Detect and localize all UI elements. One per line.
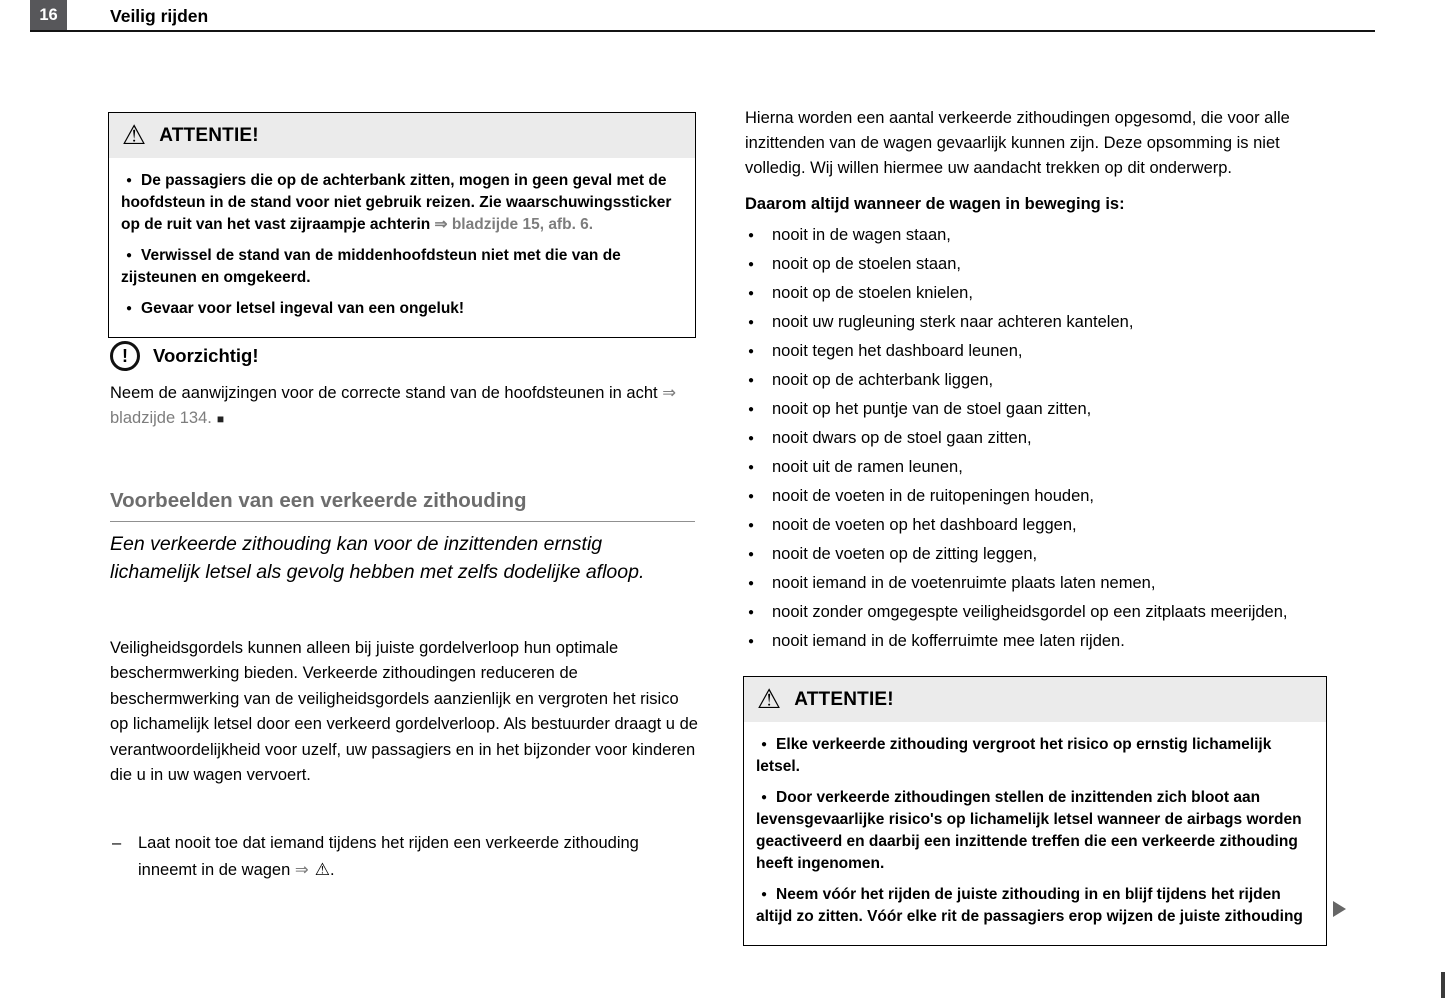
bullet-icon: ● (748, 230, 755, 241)
bullet-item-text: nooit uw rugleuning sterk naar achteren kantelen, (772, 313, 1134, 331)
caution-section (110, 341, 698, 431)
chapter-title: Veilig rijden (110, 6, 209, 26)
bold-lead: Daarom altijd wanneer de wagen in beweging is: (745, 195, 1125, 213)
caution-header (110, 341, 698, 371)
page-number: 16 (30, 0, 67, 30)
bullet-item-text: nooit op het puntje van de stoel gaan zitten, (772, 400, 1092, 418)
bullet-item-text: nooit iemand in de voetenruimte plaats laten nemen, (772, 574, 1156, 592)
bullet-list (745, 221, 1335, 656)
caution-circle-icon: ! (110, 341, 140, 371)
bullet-item (745, 337, 1335, 366)
section-heading: Voorbeelden van een verkeerde zithouding (110, 489, 695, 522)
inline-warning-icon: ⚠ (314, 859, 330, 880)
body-paragraph: Veiligheidsgordels kunnen alleen bij juiste gordelverloop hun optimale beschermwerking bieden. Verkeerde zithoudingen reduceren de beschermwerking van de veiligheidsgordels aanzienlijk en vergroten het risico op lichamelijk letsel door een verkeerd gordelverloop. Als bestuurder draagt u de verantwoordelijkheid voor uzelf, uw passagiers en in het bijzonder voor kinderen die u in uw wagen vervoert. (110, 639, 698, 785)
warning-box-sitting-position (743, 676, 1327, 946)
bullet-item (745, 511, 1335, 540)
bullet-item (745, 221, 1335, 250)
warning-triangle-icon: ⚠ (757, 684, 782, 715)
bullet-item (745, 424, 1335, 453)
page-continues-arrow-icon (1333, 901, 1346, 917)
bullet-item-text: nooit op de stoelen staan, (772, 255, 961, 273)
warning-item-text: Door verkeerde zithoudingen stellen de inzittenden zich bloot aan levensgevaarlijke risico's op lichamelijk letsel wanneer de airbags worden geactiveerd en daarbij een inzittende treffen die een verkeerde zithouding heeft ingenomen. (756, 789, 1302, 872)
warning-box-title: ATTENTIE! (159, 124, 259, 146)
warning-item (756, 884, 1314, 928)
warning-item (121, 245, 683, 289)
bullet-item (745, 395, 1335, 424)
bullet-item-text: nooit uit de ramen leunen, (772, 458, 963, 476)
reference-arrow: ⇒ (294, 860, 309, 879)
warning-item-text: Verwissel de stand van de middenhoofdsteun niet met die van de zijsteunen en omgekeerd. (121, 247, 621, 286)
bullet-item-text: nooit op de stoelen knielen, (772, 284, 973, 302)
bullet-item (745, 598, 1335, 627)
bullet-item-text: nooit de voeten in de ruitopeningen houden, (772, 487, 1095, 505)
bullet-item-text: nooit iemand in de kofferruimte mee laten rijden. (772, 632, 1125, 650)
bullet-icon: ● (748, 578, 755, 589)
warning-box-body (744, 722, 1326, 945)
bullet-item (745, 366, 1335, 395)
bullet-icon: ● (748, 375, 755, 386)
bullet-item-text: nooit de voeten op het dashboard leggen, (772, 516, 1077, 534)
bullet-item-text: nooit de voeten op de zitting leggen, (772, 545, 1038, 563)
bullet-icon: ● (761, 889, 768, 900)
bullet-icon: ● (761, 739, 768, 750)
warning-item (121, 298, 683, 320)
dash-item-period: . (329, 860, 335, 879)
dash-item-text: Laat nooit toe dat iemand tijdens het rijden een verkeerde zithouding inneemt in de wagen (138, 834, 639, 879)
bullet-icon: ● (748, 462, 755, 473)
bullet-icon: ● (748, 491, 755, 502)
warning-item (756, 734, 1314, 778)
bullet-icon: ● (748, 433, 755, 444)
bullet-icon: ● (126, 175, 133, 186)
bullet-item (745, 250, 1335, 279)
bullet-item (745, 279, 1335, 308)
bullet-item (745, 540, 1335, 569)
bullet-item-text: nooit zonder omgegespte veiligheidsgordel op een zitplaats meerijden, (772, 603, 1288, 621)
header-rule (30, 30, 1375, 32)
bullet-icon: ● (748, 549, 755, 560)
lead-paragraph: Een verkeerde zithouding kan voor de inzittenden ernstig lichamelijk letsel als gevolg hebben met zelfs dodelijke afloop. (110, 533, 645, 584)
caution-text-body: Neem de aanwijzingen voor de correcte stand van de hoofdsteunen in acht (110, 384, 663, 402)
page-edge-marker (1441, 972, 1445, 998)
warning-box-header (744, 677, 1326, 722)
warning-triangle-icon: ⚠ (122, 120, 147, 151)
bullet-icon: ● (748, 259, 755, 270)
bullet-icon: ● (748, 288, 755, 299)
bullet-item-text: nooit op de achterbank liggen, (772, 371, 994, 389)
bullet-icon: ● (126, 250, 133, 261)
bullet-item (745, 453, 1335, 482)
bullet-item (745, 569, 1335, 598)
bullet-icon: ● (761, 792, 768, 803)
warning-item-text: Neem vóór het rijden de juiste zithouding in en blijf tijdens het rijden altijd zo zitten. Vóór elke rit de passagiers erop wijzen de juiste zithouding (756, 886, 1303, 925)
warning-item (756, 787, 1314, 875)
bullet-icon: ● (748, 636, 755, 647)
cross-reference: ⇒ bladzijde 15, afb. 6. (434, 216, 594, 233)
bullet-item-text: nooit in de wagen staan, (772, 226, 951, 244)
bullet-icon: ● (748, 404, 755, 415)
bullet-icon: ● (748, 607, 755, 618)
dash-list-item (110, 831, 658, 883)
bullet-item (745, 482, 1335, 511)
warning-box-body (109, 158, 695, 337)
warning-box-headrests (108, 112, 696, 338)
intro-paragraph: Hierna worden een aantal verkeerde zithoudingen opgesomd, die voor alle inzittenden van de wagen gevaarlijk kunnen zijn. Deze opsomming is niet volledig. Wij willen hiermee uw aandacht trekken op dit onderwerp. (745, 109, 1290, 178)
bullet-item (745, 308, 1335, 337)
bullet-item (745, 627, 1335, 656)
warning-item-text: Gevaar voor letsel ingeval van een ongeluk! (141, 300, 465, 317)
warning-box-header (109, 113, 695, 158)
bullet-item-text: nooit dwars op de stoel gaan zitten, (772, 429, 1032, 447)
dash-glyph: – (112, 834, 122, 852)
bullet-icon: ● (748, 317, 755, 328)
end-of-section-icon: ■ (216, 411, 225, 426)
bullet-icon: ● (748, 520, 755, 531)
bullet-item-text: nooit tegen het dashboard leunen, (772, 342, 1023, 360)
cross-reference: ⇒ bladzijde 134. (110, 384, 677, 427)
warning-box-title: ATTENTIE! (794, 688, 894, 710)
caution-text (110, 381, 698, 431)
bullet-icon: ● (126, 303, 133, 314)
warning-item-text: Elke verkeerde zithouding vergroot het risico op ernstig lichamelijk letsel. (756, 736, 1272, 775)
caution-title: Voorzichtig! (153, 345, 259, 366)
warning-item-text: De passagiers die op de achterbank zitten, mogen in geen geval met de hoofdsteun in de stand voor niet gebruik reizen. Zie waarschuwingssticker op de ruit van het vast zijraampje achterin (121, 172, 672, 233)
warning-item (121, 170, 683, 236)
bullet-icon: ● (748, 346, 755, 357)
